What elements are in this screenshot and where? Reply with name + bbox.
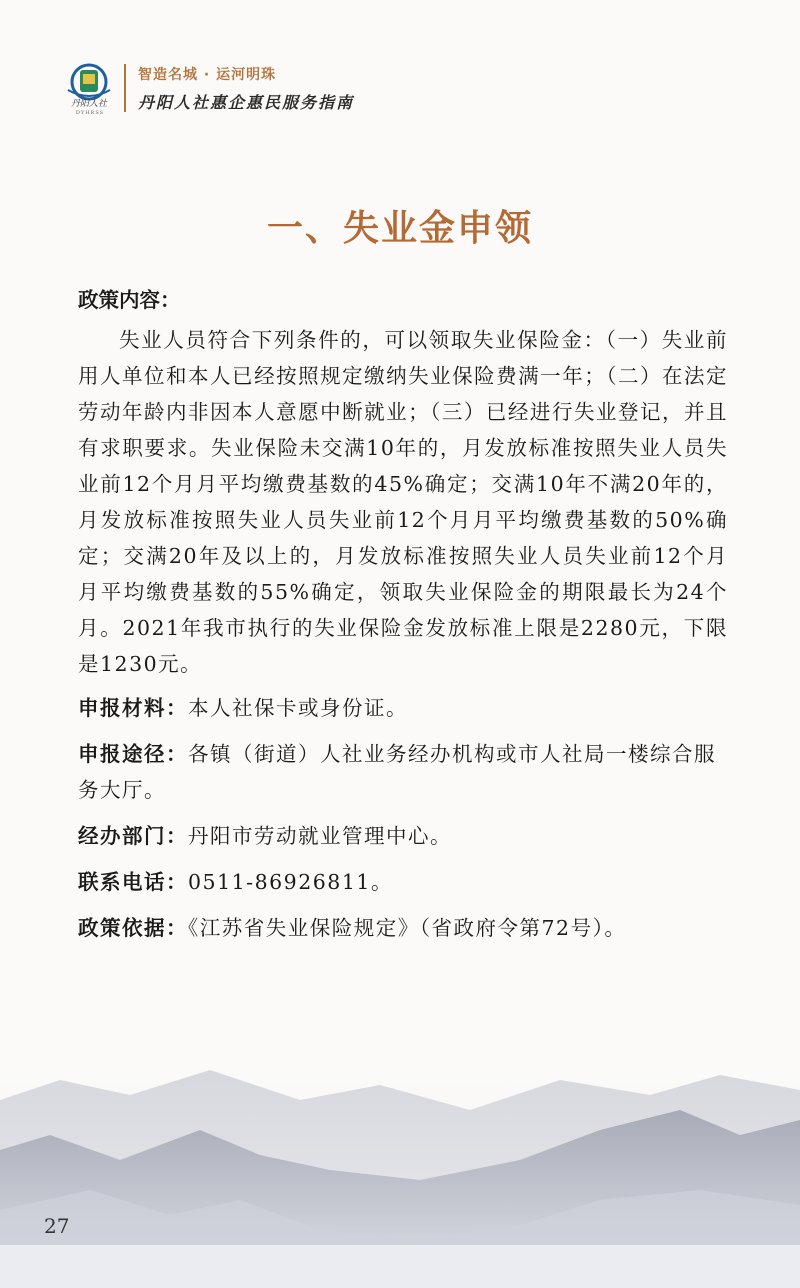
- field-materials: [78, 690, 728, 726]
- logo-subtext: DYHRSS: [75, 110, 105, 116]
- field-phone: [78, 864, 728, 900]
- field-value: 本人社保卡或身份证。: [188, 696, 408, 720]
- field-value: 0511-86926811。: [188, 870, 393, 894]
- mountain-landscape-illustration: [0, 1040, 800, 1288]
- field-label: 申报材料：: [78, 696, 188, 720]
- section-title: 一、失业金申领: [266, 208, 533, 249]
- policy-content: [78, 282, 728, 946]
- field-department: [78, 818, 728, 854]
- field-basis: [78, 910, 728, 946]
- policy-label: 政策内容：: [78, 288, 181, 312]
- field-label: 联系电话：: [78, 870, 188, 894]
- header-divider: [124, 64, 126, 112]
- page-number: 27: [44, 1214, 70, 1238]
- page-header: [58, 50, 658, 130]
- guide-title: 丹阳人社惠企惠民服务指南: [138, 93, 355, 112]
- field-label: 经办部门：: [78, 824, 188, 848]
- policy-body: 失业人员符合下列条件的，可以领取失业保险金：（一）失业前用人单位和本人已经按照规定缴纳失业保险费满一年；（二）在法定劳动年龄内非因本人意愿中断就业；（三）已经进行失业登记，并且有求职要求。失业保险未交满10年的，月发放标准按照失业人员失业前12个月月平均缴费基数的45%确定；交满10年不满20年的，月发放标准按照失业人员失业前12个月月平均缴费基数的50%确定；交满20年及以上的，月发放标准按照失业人员失业前12个月月平均缴费基数的55%确定，领取失业保险金的期限最长为24个月。2021年我市执行的失业保险金发放标准上限是2280元，下限是1230元。: [78, 328, 728, 676]
- field-label: 政策依据：: [78, 916, 188, 940]
- field-value: 各镇（街道）人社业务经办机构或市人社局一楼综合服务大厅。: [78, 742, 716, 802]
- field-value: 《江苏省失业保险规定》（省政府令第72号）。: [188, 916, 627, 940]
- field-value: 丹阳市劳动就业管理中心。: [188, 824, 452, 848]
- header-slogan: 智造名城 · 运河明珠: [138, 67, 277, 83]
- field-label: 申报途径：: [78, 742, 188, 766]
- field-channel: [78, 736, 728, 808]
- logo-text: 丹阳人社: [70, 99, 107, 109]
